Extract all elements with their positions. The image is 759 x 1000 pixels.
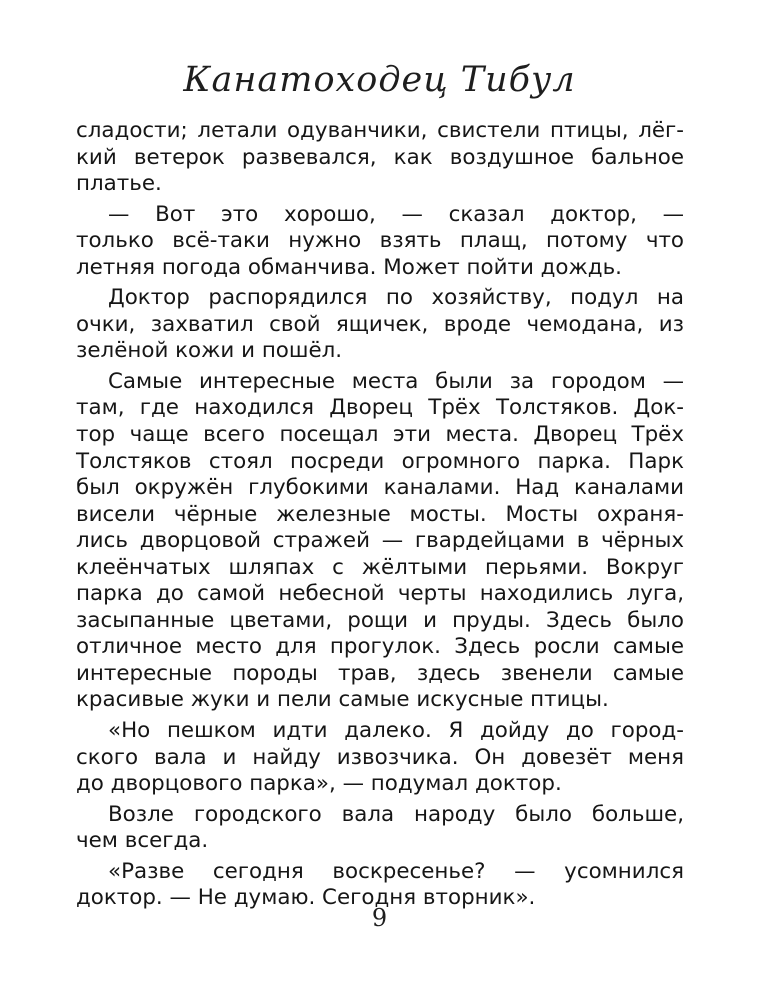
text-line: отличное место для прогулок. Здесь росли самые xyxy=(76,634,684,660)
paragraph xyxy=(76,369,684,714)
text-line: парка до самой небесной черты находились луга, xyxy=(76,581,684,607)
text-line: до дворцового парка», — подумал доктор. xyxy=(76,771,562,797)
text-line: висели чёрные железные мосты. Мосты охраня- xyxy=(76,501,684,527)
text-line: летняя погода обманчива. Может пойти дождь. xyxy=(76,254,622,280)
text-line: засыпанные цветами, рощи и пруды. Здесь было xyxy=(76,607,684,633)
text-line: тор чаще всего посещал эти места. Дворец Трёх xyxy=(76,422,684,448)
text-line: Доктор распорядился по хозяйству, подул на xyxy=(108,285,684,311)
text-line: доктор. — Не думаю. Сегодня вторник». xyxy=(76,885,536,911)
paragraph xyxy=(76,202,684,282)
text-line: лись дворцовой стражей — гвардейцами в чёрных xyxy=(76,528,684,554)
text-line: — Вот это хорошо, — сказал доктор, — xyxy=(108,201,684,227)
text-line: ского вала и найду извозчика. Он довезёт меня xyxy=(76,744,684,770)
text-line: там, где находился Дворец Трёх Толстяков. Док- xyxy=(76,395,684,421)
paragraph xyxy=(76,285,684,365)
body-text xyxy=(76,118,684,912)
text-line: Возле городского вала народу было больше, xyxy=(108,801,684,827)
text-line: Самые интересные места были за городом — xyxy=(108,368,684,394)
text-line: красивые жуки и пели самые искусные птицы. xyxy=(76,687,609,713)
text-line: Толстяков стоял посреди огромного парка. Парк xyxy=(76,448,684,474)
text-line: был окружён глубокими каналами. Над каналами xyxy=(76,475,684,501)
text-line: сладости; летали одуванчики, свистели птицы, лёг- xyxy=(76,118,684,143)
page-number: 9 xyxy=(371,904,388,932)
text-line: чем всегда. xyxy=(76,828,209,854)
paragraph xyxy=(76,118,684,198)
running-header: Канатоходец Тибул xyxy=(183,60,576,100)
paragraph xyxy=(76,802,684,855)
text-line: кий ветерок развевался, как воздушное бальное xyxy=(76,144,684,170)
text-line: «Но пешком идти далеко. Я дойду до город- xyxy=(108,718,684,744)
text-line: «Разве сегодня воскресенье? — усомнился xyxy=(108,858,684,884)
text-line: клеёнчатых шляпах с жёлтыми перьями. Вокруг xyxy=(76,554,684,580)
paragraph xyxy=(76,718,684,798)
text-line: платье. xyxy=(76,171,162,197)
text-line: очки, захватил свой ящичек, вроде чемодана, из xyxy=(76,311,684,337)
text-line: зелёной кожи и пошёл. xyxy=(76,338,343,364)
text-line: интересные породы трав, здесь звенели самые xyxy=(76,660,684,686)
text-line: только всё-таки нужно взять плащ, потому что xyxy=(76,228,684,254)
